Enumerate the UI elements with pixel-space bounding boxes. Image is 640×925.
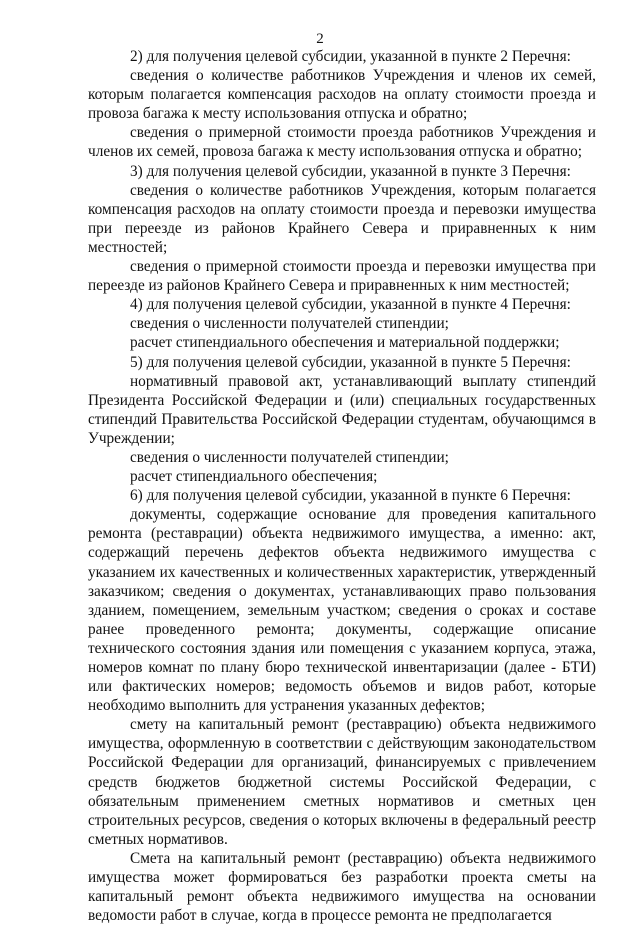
paragraph: документы, содержащие основание для проведения капитального ремонта (реставрации) объекта недвижимого имущества, а именно: акт, содержащий перечень дефектов объекта недвижимого имущества с указанием их качественных и количественных характеристик, утвержденный заказчиком; сведения о документах, устанавливающих право пользования зданием, помещением, земельным участком; сведения о сроках и составе ранее проведенного ремонта; документы, содержащие описание технического состояния здания или помещения с указанием корпуса, этажа, номеров комнат по плану бюро технической инвентаризации (далее - БТИ) или фактических номеров; ведомость объемов и видов работ, которые необходимо выполнить для устранения указанных дефектов; (88, 506, 596, 715)
paragraph: 2) для получения целевой субсидии, указанной в пункте 2 Перечня: (130, 48, 571, 65)
paragraph: 5) для получения целевой субсидии, указанной в пункте 5 Перечня: (130, 353, 571, 371)
paragraph: сведения о количестве работников Учреждения, которым полагается компенсация расходов на оплату стоимости проезда и перевозки имущества при переезде из районов Крайнего Севера и приравненных к ним местностей; (88, 181, 596, 256)
document-body (88, 47, 596, 925)
paragraph: нормативный правовой акт, устанавливающий выплату стипендий Президента Российской Федерации и (или) специальных государственных стипендий Правительства Российской Федерации студентам, обучающимся в Учреждении; (88, 372, 596, 447)
paragraph: сведения о примерной стоимости проезда и перевозки имущества при переезде из районов Крайнего Севера и приравненных к ним местностей; (88, 258, 596, 295)
paragraph: 6) для получения целевой субсидии, указанной в пункте 6 Перечня: (130, 487, 571, 505)
paragraph: 3) для получения целевой субсидии, указанной в пункте 3 Перечня: (130, 162, 571, 180)
paragraph: сведения о примерной стоимости проезда работников Учреждения и членов их семей, провоза багажа к месту использования отпуска и обратно; (88, 124, 596, 161)
paragraph: сведения о численности получателей стипендии; (130, 315, 449, 333)
paragraph: расчет стипендиального обеспечения; (130, 468, 378, 486)
page-number: 2 (316, 31, 324, 47)
paragraph: сведения о численности получателей стипендии; (130, 448, 449, 466)
paragraph: сведения о количестве работников Учреждения и членов их семей, которым полагается компенсация расходов на оплату стоимости проезда и провоза багажа к месту использования отпуска и обратно; (88, 67, 596, 123)
paragraph: 4) для получения целевой субсидии, указанной в пункте 4 Перечня: (130, 296, 571, 314)
paragraph: расчет стипендиального обеспечения и материальной поддержки; (130, 334, 560, 352)
paragraph: Смета на капитальный ремонт (реставрацию) объекта недвижимого имущества может формироваться без разработки проекта сметы на капитальный ремонт объекта недвижимого имущества на основании ведомости работ в случае, когда в процессе ремонта не предполагается (88, 849, 596, 925)
paragraph: смету на капитальный ремонт (реставрацию) объекта недвижимого имущества, оформленную в соответствии с действующим законодательством Российской Федерации для организаций, финансируемых с привлечением средств бюджетов бюджетной системы Российской Федерации, с обязательным применением сметных нормативов и сметных цен строительных ресурсов, сведения о которых включены в федеральный реестр сметных нормативов. (88, 716, 596, 848)
